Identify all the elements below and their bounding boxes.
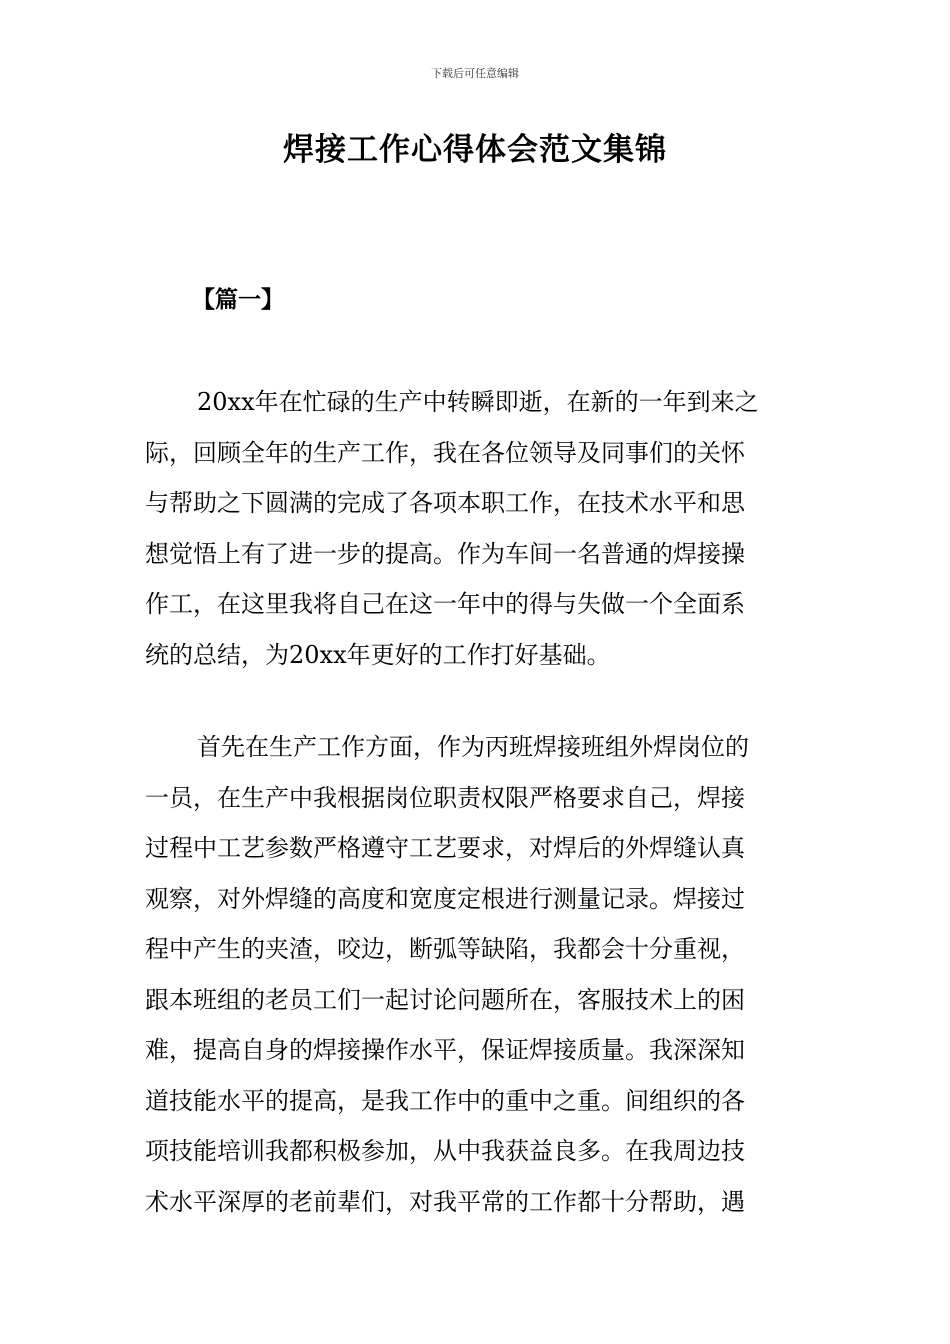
paragraph-line: 程中产生的夹渣，咬边，断弧等缺陷，我都会十分重视， — [145, 935, 745, 963]
paragraph-line: 想觉悟上有了进一步的提高。作为车间一名普通的焊接操 — [145, 539, 745, 568]
document-title: 焊接工作心得体会范文集锦 — [283, 132, 667, 168]
paragraph-line: 际，回顾全年的生产工作，我在各位领导及同事们的关怀 — [145, 438, 745, 467]
paragraph-line: 作工，在这里我将自己在这一年中的得与失做一个全面系 — [145, 590, 745, 618]
paragraph-line: 道技能水平的提高，是我工作中的重中之重。间组织的各 — [145, 1086, 745, 1115]
paragraph-line: 一员，在生产中我根据岗位职责权限严格要求自己，焊接 — [145, 783, 745, 812]
paragraph-line: 与帮助之下圆满的完成了各项本职工作，在技术水平和思 — [145, 489, 745, 517]
header-note: 下载后可任意编辑 — [431, 67, 519, 80]
paragraph-line: 跟本班组的老员工们一起讨论问题所在，客服技术上的困 — [145, 985, 745, 1014]
paragraph-line: 难，提高自身的焊接操作水平，保证焊接质量。我深深知 — [145, 1036, 745, 1064]
paragraph-line: 首先在生产工作方面，作为丙班焊接班组外焊岗位的 — [197, 733, 749, 761]
paragraph-1 — [145, 377, 810, 680]
paragraph-line: 术水平深厚的老前辈们，对我平常的工作都十分帮助，遇 — [145, 1187, 745, 1216]
paragraph-line: 统的总结，为20xx年更好的工作打好基础。 — [145, 640, 611, 669]
paragraph-line: 过程中工艺参数严格遵守工艺要求，对焊后的外焊缝认真 — [145, 834, 745, 862]
section-heading: 【篇一】 — [192, 287, 284, 313]
paragraph-line: 项技能培训我都积极参加，从中我获益良多。在我周边技 — [145, 1137, 745, 1165]
paragraph-2 — [145, 722, 810, 1227]
paragraph-line: 观察，对外焊缝的高度和宽度定根进行测量记录。焊接过 — [145, 884, 745, 913]
paragraph-line: 20xx年在忙碌的生产中转瞬即逝，在新的一年到来之 — [197, 388, 759, 416]
